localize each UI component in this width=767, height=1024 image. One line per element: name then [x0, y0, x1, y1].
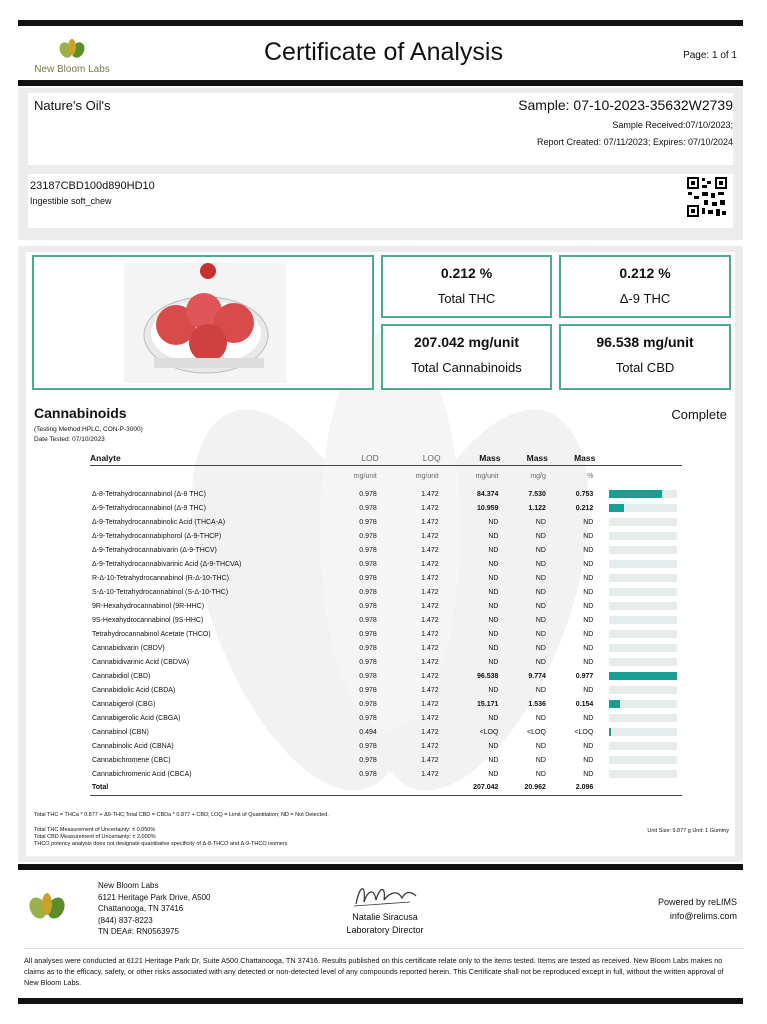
pct-value: 0.753 [575, 490, 594, 498]
table-row [90, 641, 682, 655]
pct-value: ND [583, 588, 594, 596]
bar-cell [595, 641, 682, 655]
unit-mass: mg/unit [475, 472, 499, 480]
bar-cell [595, 571, 682, 585]
product-image-box [32, 255, 374, 390]
loq-value: 1.472 [421, 490, 439, 498]
lod-value: 0.978 [359, 574, 377, 582]
section-title: Cannabinoids [34, 405, 127, 421]
loq-value: 1.472 [421, 518, 439, 526]
table-row [90, 753, 682, 767]
bar-cell [595, 753, 682, 767]
unit-mg-g: mg/g [530, 472, 546, 480]
lab-name: New Bloom Labs [98, 881, 159, 890]
bar-track [609, 518, 677, 526]
bar-cell [595, 683, 682, 697]
footer-leaf-logo-icon [28, 892, 66, 920]
bar-track [609, 546, 677, 554]
bar-track [609, 700, 677, 708]
mass-value: ND [488, 686, 499, 694]
table-row [90, 501, 682, 515]
report-dates: Report Created: 07/11/2023; Expires: 07/10/2024 [537, 137, 733, 147]
address-line-2: Chattanooga, TN 37416 [98, 904, 184, 914]
pct-value: ND [583, 630, 594, 638]
mass-value: 96.538 [477, 672, 499, 680]
loq-value: 1.472 [421, 742, 439, 750]
unit-pct: % [587, 472, 594, 480]
analyte-name: Δ-9-Tetrahydrocannabinolic Acid (THCA-A) [92, 518, 226, 526]
pct-value: ND [583, 616, 594, 624]
lod-value: 0.978 [359, 630, 377, 638]
total-pct: 2.096 [548, 781, 595, 795]
top-bar [18, 20, 743, 26]
qr-code-icon [686, 176, 728, 218]
col-analyte: Analyte [90, 452, 327, 465]
bar-track [609, 770, 677, 778]
lod-value: 0.978 [359, 686, 377, 694]
uncertainty-cbd: Total CBD Measurement of Uncertainty: ± 2.000% [34, 834, 156, 840]
loq-value: 1.472 [421, 504, 439, 512]
mass-value: ND [488, 714, 499, 722]
batch-id: 23187CBD100d890HD10 [30, 180, 155, 192]
loq-value: 1.472 [421, 574, 439, 582]
pct-value: ND [583, 658, 594, 666]
lod-value: 0.978 [359, 602, 377, 610]
pct-value: 0.212 [575, 504, 594, 512]
analyte-name: Cannabigerol (CBG) [92, 700, 156, 708]
total-cbd-label: Total CBD [615, 360, 675, 375]
mg-g-value: 1.122 [528, 504, 546, 512]
powered-by [658, 895, 737, 924]
analyte-name: R-Δ-10-Tetrahydrocannabinol (R-Δ-10-THC) [92, 574, 229, 582]
pct-value: ND [583, 602, 594, 610]
table-header-row [90, 452, 682, 465]
loq-value: 1.472 [421, 630, 439, 638]
lod-value: 0.978 [359, 518, 377, 526]
signer-name: Natalie Siracusa [352, 912, 418, 922]
footer-top-bar [18, 864, 743, 870]
loq-value: 1.472 [421, 770, 439, 778]
analyte-name: Cannabinol (CBN) [92, 728, 149, 736]
mg-g-value: ND [535, 616, 546, 624]
bar-cell [595, 739, 682, 753]
bar-track [609, 602, 677, 610]
lab-address [98, 880, 211, 938]
table-row [90, 725, 682, 739]
mg-g-value: ND [535, 630, 546, 638]
bar-cell [595, 501, 682, 515]
table-row [90, 739, 682, 753]
units-row [90, 465, 682, 487]
loq-value: 1.472 [421, 532, 439, 540]
signature-image [350, 880, 420, 910]
bar-cell [595, 697, 682, 711]
loq-value: 1.472 [421, 714, 439, 722]
analyte-name: Cannabidiol (CBD) [92, 672, 151, 680]
total-cannabinoids-value: 207.042 mg/unit [413, 334, 520, 350]
bar-cell [595, 543, 682, 557]
bar-cell [595, 669, 682, 683]
lod-value: 0.978 [359, 700, 377, 708]
unit-lod: mg/unit [353, 472, 377, 480]
bar-track [609, 490, 677, 498]
bar-fill [609, 728, 610, 736]
bar-cell [595, 529, 682, 543]
table-row [90, 585, 682, 599]
total-cannabinoids-label: Total Cannabinoids [411, 360, 522, 375]
lod-value: 0.978 [359, 560, 377, 568]
table-row [90, 599, 682, 613]
unit-size: Unit Size: 9.877 g Unit: 1 Gummy [647, 828, 729, 834]
mg-g-value: 7.530 [528, 490, 546, 498]
mass-value: ND [488, 532, 499, 540]
analyte-name: Cannabidivarinic Acid (CBDVA) [92, 658, 190, 666]
table-row [90, 515, 682, 529]
bar-track [609, 728, 677, 736]
analyte-name: Cannabidiolic Acid (CBDA) [92, 686, 176, 694]
date-tested: Date Tested: 07/10/2023 [34, 436, 105, 443]
signer-title: Laboratory Director [346, 925, 424, 935]
pct-value: ND [583, 714, 594, 722]
bar-track [609, 588, 677, 596]
lod-value: 0.978 [359, 616, 377, 624]
col-loq: LOQ [379, 452, 441, 465]
mass-value: ND [488, 770, 499, 778]
total-thc-box [381, 255, 552, 318]
lod-value: 0.494 [359, 728, 377, 736]
bottom-bar [18, 998, 743, 1004]
pct-value: ND [583, 518, 594, 526]
mass-value: ND [488, 616, 499, 624]
bar-cell [595, 655, 682, 669]
loq-value: 1.472 [421, 546, 439, 554]
pct-value: ND [583, 532, 594, 540]
pct-value: ND [583, 574, 594, 582]
table-row [90, 487, 682, 501]
bar-cell [595, 487, 682, 501]
d9-thc-label: Δ-9 THC [619, 291, 671, 306]
d9-thc-value: 0.212 % [619, 265, 671, 281]
loq-value: 1.472 [421, 756, 439, 764]
bar-cell [595, 585, 682, 599]
mg-g-value: ND [535, 644, 546, 652]
analyte-name: Δ-9-Tetrahydrocannabiphorol (Δ-9-THCP) [92, 532, 222, 540]
analyte-name: Cannabichromene (CBC) [92, 756, 171, 764]
loq-value: 1.472 [421, 728, 439, 736]
mg-g-value: ND [535, 742, 546, 750]
lod-value: 0.978 [359, 756, 377, 764]
header-bottom-bar [18, 80, 743, 86]
lod-value: 0.978 [359, 644, 377, 652]
bar-track [609, 616, 677, 624]
bar-track [609, 560, 677, 568]
loq-value: 1.472 [421, 658, 439, 666]
mg-g-value: ND [535, 532, 546, 540]
total-label: Total [90, 781, 327, 795]
total-thc-value: 0.212 % [440, 265, 493, 281]
pct-value: ND [583, 742, 594, 750]
table-row [90, 683, 682, 697]
col-mass-unit: Mass [441, 452, 501, 465]
address-line-1: 6121 Heritage Park Drive, A500 [98, 892, 211, 902]
cannabinoids-table [90, 452, 682, 796]
mass-value: 15.171 [477, 700, 499, 708]
bar-track [609, 574, 677, 582]
mass-value: ND [488, 560, 499, 568]
signature-block [325, 880, 445, 935]
unit-loq: mg/unit [415, 472, 439, 480]
logo-text: New Bloom Labs [34, 64, 110, 75]
total-cannabinoids-box [381, 324, 552, 390]
bar-track [609, 686, 677, 694]
total-mg-g: 20.962 [500, 781, 547, 795]
pct-value: 0.154 [575, 700, 594, 708]
mg-g-value: 1.536 [528, 700, 546, 708]
lod-value: 0.978 [359, 490, 377, 498]
mg-g-value: ND [535, 770, 546, 778]
mg-g-value: ND [535, 546, 546, 554]
pct-value: ND [583, 756, 594, 764]
matrix-type: Ingestible soft_chew [30, 196, 112, 206]
table-row [90, 711, 682, 725]
analyte-name: Δ-9-Tetrahydrocannabivarin (Δ-9-THCV) [92, 546, 217, 554]
mg-g-value: ND [535, 714, 546, 722]
lod-value: 0.978 [359, 714, 377, 722]
lod-value: 0.978 [359, 672, 377, 680]
testing-method: (Testing Method:HPLC, CON-P-3000) [34, 426, 143, 433]
analyte-name: 9S-Hexahydrocannabinol (9S-HHC) [92, 616, 204, 624]
total-row [90, 781, 682, 795]
pct-value: ND [583, 770, 594, 778]
mass-value: ND [488, 546, 499, 554]
lod-value: 0.978 [359, 742, 377, 750]
bar-fill [609, 490, 661, 498]
analyte-name: Δ-9-Tetrahydrocannabivarinic Acid (Δ-9-THCVA) [92, 560, 242, 568]
pct-value: ND [583, 686, 594, 694]
contact-email[interactable]: info@relims.com [669, 911, 737, 922]
bar-track [609, 630, 677, 638]
bar-track [609, 742, 677, 750]
analyte-name: Cannabigerolic Acid (CBGA) [92, 714, 181, 722]
bar-fill [609, 672, 677, 680]
bar-track [609, 532, 677, 540]
analyte-name: Δ-8-Tetrahydrocannabinol (Δ-8 THC) [92, 490, 207, 498]
bar-cell [595, 599, 682, 613]
bar-cell [595, 711, 682, 725]
table-row [90, 627, 682, 641]
mass-value: 84.374 [477, 490, 499, 498]
loq-value: 1.472 [421, 644, 439, 652]
lab-phone: (844) 837-8223 [98, 915, 153, 925]
analyte-name: Cannabichromenic Acid (CBCA) [92, 770, 192, 778]
table-row [90, 529, 682, 543]
bar-track [609, 756, 677, 764]
mg-g-value: 9.774 [528, 672, 546, 680]
mass-value: ND [488, 644, 499, 652]
analyte-name: Tetrahydrocannabinol Acetate (THCO) [92, 630, 211, 638]
page-title: Certificate of Analysis [264, 38, 503, 66]
lod-value: 0.978 [359, 532, 377, 540]
mass-value: 10.959 [477, 504, 499, 512]
analyte-name: S-Δ-10-Tetrahydrocannabinol (S-Δ-10-THC) [92, 588, 229, 596]
mass-value: ND [488, 602, 499, 610]
table-row [90, 613, 682, 627]
loq-value: 1.472 [421, 588, 439, 596]
table-row [90, 669, 682, 683]
thco-note: THCO potency analysis does not designate quantitative specificity of Δ-8-THCO and Δ-9-THCO isomers [34, 841, 288, 847]
analyte-name: Cannabidivarin (CBDV) [92, 644, 165, 652]
client-name: Nature's Oil's [34, 98, 111, 113]
loq-value: 1.472 [421, 686, 439, 694]
pct-value: ND [583, 560, 594, 568]
mass-value: ND [488, 756, 499, 764]
pct-value: <LOQ [574, 728, 594, 736]
analyte-name: Cannabinolic Acid (CBNA) [92, 742, 174, 750]
pct-value: ND [583, 546, 594, 554]
mass-value: ND [488, 588, 499, 596]
sample-received: Sample Received:07/10/2023; [612, 120, 733, 130]
analyte-name: 9R-Hexahydrocannabinol (9R-HHC) [92, 602, 205, 610]
lod-value: 0.978 [359, 770, 377, 778]
mg-g-value: ND [535, 686, 546, 694]
total-cbd-value: 96.538 mg/unit [596, 334, 694, 350]
table-row [90, 767, 682, 781]
bar-track [609, 714, 677, 722]
loq-value: 1.472 [421, 616, 439, 624]
total-thc-label: Total THC [437, 291, 496, 306]
bar-cell [595, 767, 682, 781]
bar-fill [609, 700, 620, 708]
loq-value: 1.472 [421, 602, 439, 610]
mass-value: ND [488, 518, 499, 526]
total-cbd-box [559, 324, 731, 390]
table-row [90, 697, 682, 711]
mass-value: ND [488, 742, 499, 750]
lod-value: 0.978 [359, 658, 377, 666]
table-row [90, 557, 682, 571]
uncertainty-thc: Total THC Measurement of Uncertainty: ± 0.050% [34, 827, 156, 833]
table-row [90, 655, 682, 669]
lod-value: 0.978 [359, 588, 377, 596]
mass-value: ND [488, 574, 499, 582]
bar-track [609, 658, 677, 666]
powered-text: Powered by reLIMS [657, 897, 737, 907]
dea-number: TN DEA#: RN0563975 [98, 927, 179, 937]
mg-g-value: ND [535, 518, 546, 526]
mg-g-value: ND [535, 560, 546, 568]
mass-value: <LOQ [479, 728, 499, 736]
mg-g-value: <LOQ [527, 728, 546, 736]
loq-value: 1.472 [421, 700, 439, 708]
bar-track [609, 504, 677, 512]
page-number: Page: 1 of 1 [683, 50, 737, 61]
lod-value: 0.978 [359, 504, 377, 512]
bar-cell [595, 557, 682, 571]
mg-g-value: ND [535, 602, 546, 610]
mass-value: ND [488, 658, 499, 666]
disclaimer: All analyses were conducted at 6121 Heritage Park Dr, Suite A500 Chattanooga, TN 37416. Results published on this certificate relate only to the items tested. Items are tested as received. New Bloom Labs makes no claims as to the efficacy, safety, or other risks associated with any detected or non-detected level of any compounds reported herein. This Certificate shall not be reproduced except in full, without the written approval of New Bloom Labs. [24, 956, 724, 987]
lod-value: 0.978 [359, 546, 377, 554]
bar-cell [595, 613, 682, 627]
pct-value: ND [583, 644, 594, 652]
sample-id: Sample: 07-10-2023-35632W2739 [518, 97, 733, 113]
table-row [90, 543, 682, 557]
status-badge: Complete [671, 407, 727, 422]
table-row [90, 571, 682, 585]
d9-thc-box [559, 255, 731, 318]
total-mass: 207.042 [441, 781, 501, 795]
col-bar [595, 452, 682, 465]
bar-fill [609, 504, 624, 512]
loq-value: 1.472 [421, 560, 439, 568]
col-mass-pct: Mass [548, 452, 595, 465]
mg-g-value: ND [535, 588, 546, 596]
gummy-product-image [124, 263, 286, 383]
formula-note: Total THC = THCa * 0.877 + Δ9-THC;Total CBD = CBDa * 0.877 + CBD; LOQ = Limit of Quantitation; ND = Not Detected. [34, 812, 329, 818]
analyte-name: Δ-9-Tetrahydrocannabinol (Δ-9 THC) [92, 504, 207, 512]
divider [24, 948, 744, 949]
bar-cell [595, 515, 682, 529]
pct-value: 0.977 [575, 672, 594, 680]
bar-track [609, 672, 677, 680]
bar-track [609, 644, 677, 652]
mg-g-value: ND [535, 658, 546, 666]
bar-cell [595, 627, 682, 641]
col-lod: LOD [327, 452, 379, 465]
mg-g-value: ND [535, 574, 546, 582]
mg-g-value: ND [535, 756, 546, 764]
loq-value: 1.472 [421, 672, 439, 680]
bar-cell [595, 725, 682, 739]
col-mass-g: Mass [500, 452, 547, 465]
mass-value: ND [488, 630, 499, 638]
